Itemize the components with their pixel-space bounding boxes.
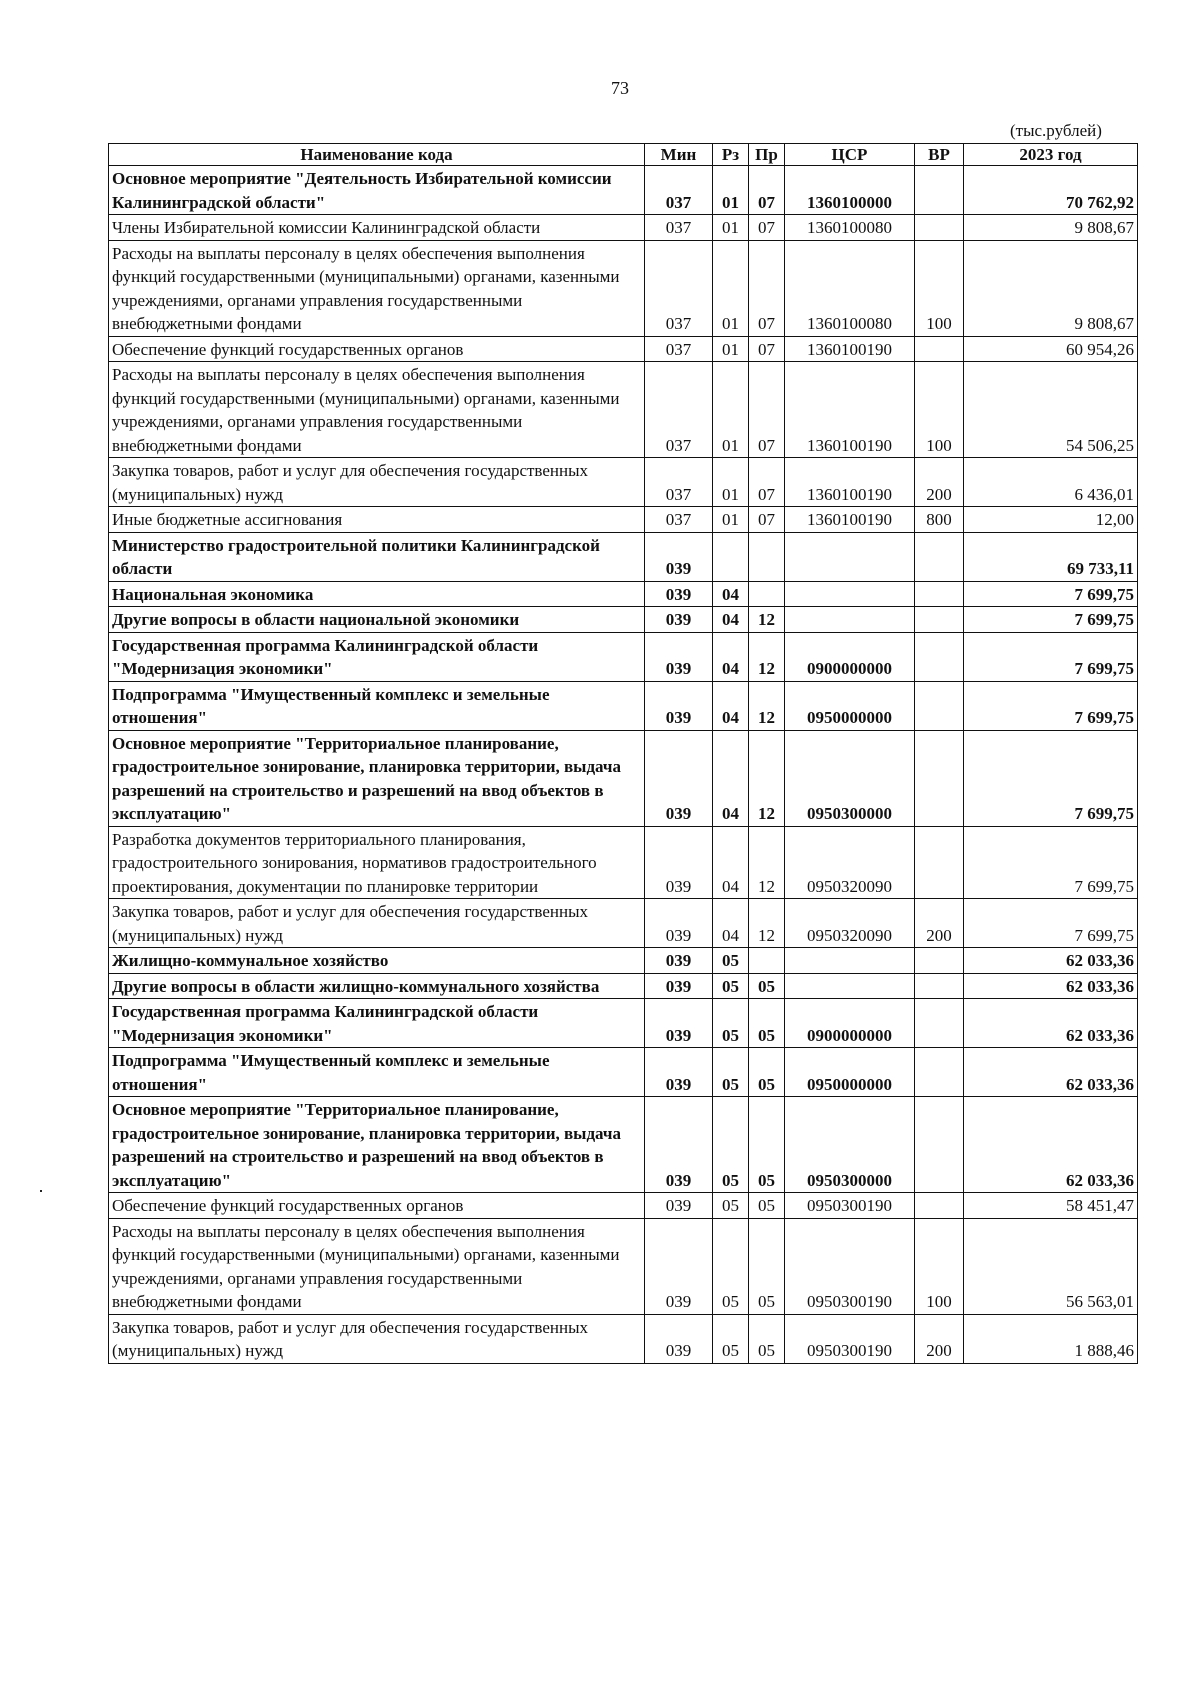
cell-pr: 05	[749, 1048, 785, 1097]
cell-rz: 01	[713, 336, 749, 362]
cell-pr: 12	[749, 730, 785, 826]
cell-pr: 05	[749, 1193, 785, 1219]
cell-amount: 6 436,01	[964, 458, 1138, 507]
cell-rz: 05	[713, 1193, 749, 1219]
cell-amount: 54 506,25	[964, 362, 1138, 458]
units-label: (тыс.рублей)	[1010, 121, 1102, 140]
table-row	[109, 607, 1138, 633]
cell-amount: 60 954,26	[964, 336, 1138, 362]
table-row	[109, 973, 1138, 999]
budget-table	[108, 143, 1138, 1364]
cell-vr	[915, 532, 964, 581]
cell-vr	[915, 607, 964, 633]
cell-min: 039	[645, 607, 713, 633]
cell-min: 039	[645, 1314, 713, 1363]
cell-csr: 0950300190	[785, 1314, 915, 1363]
cell-pr: 05	[749, 1097, 785, 1193]
table-row	[109, 336, 1138, 362]
cell-pr: 07	[749, 240, 785, 336]
cell-amount: 12,00	[964, 507, 1138, 533]
table-row	[109, 1314, 1138, 1363]
cell-csr: 1360100190	[785, 458, 915, 507]
cell-rz: 04	[713, 632, 749, 681]
table-row	[109, 581, 1138, 607]
cell-vr	[915, 1097, 964, 1193]
table-row	[109, 362, 1138, 458]
cell-vr: 100	[915, 362, 964, 458]
cell-rz: 05	[713, 1218, 749, 1314]
cell-amount: 62 033,36	[964, 999, 1138, 1048]
cell-name: Закупка товаров, работ и услуг для обеспечения государственных (муниципальных) нужд	[109, 458, 645, 507]
cell-amount: 7 699,75	[964, 681, 1138, 730]
cell-min: 039	[645, 632, 713, 681]
cell-vr	[915, 681, 964, 730]
cell-rz: 01	[713, 507, 749, 533]
cell-min: 039	[645, 899, 713, 948]
page-number: 73	[611, 78, 629, 98]
cell-csr: 0950300190	[785, 1193, 915, 1219]
cell-name: Подпрограмма "Имущественный комплекс и земельные отношения"	[109, 681, 645, 730]
table-row	[109, 532, 1138, 581]
header-year: 2023 год	[964, 144, 1138, 166]
cell-name: Разработка документов территориального планирования, градостроительного зонирования, нормативов градостроительного проектирования, документации по планировке территории	[109, 826, 645, 899]
cell-csr: 0900000000	[785, 632, 915, 681]
cell-pr: 07	[749, 336, 785, 362]
header-vr: ВР	[915, 144, 964, 166]
cell-rz: 05	[713, 1048, 749, 1097]
cell-rz: 04	[713, 607, 749, 633]
cell-name: Основное мероприятие "Деятельность Избирательной комиссии Калининградской области"	[109, 166, 645, 215]
cell-rz: 01	[713, 215, 749, 241]
cell-csr: 1360100000	[785, 166, 915, 215]
cell-min: 037	[645, 336, 713, 362]
cell-amount: 7 699,75	[964, 730, 1138, 826]
cell-vr	[915, 215, 964, 241]
cell-csr: 0950000000	[785, 681, 915, 730]
table-row	[109, 240, 1138, 336]
cell-min: 039	[645, 999, 713, 1048]
header-min: Мин	[645, 144, 713, 166]
cell-pr: 07	[749, 362, 785, 458]
cell-rz: 01	[713, 240, 749, 336]
cell-amount: 7 699,75	[964, 607, 1138, 633]
cell-pr: 05	[749, 1314, 785, 1363]
cell-name: Члены Избирательной комиссии Калининградской области	[109, 215, 645, 241]
cell-name: Расходы на выплаты персоналу в целях обеспечения выполнения функций государственными (муниципальными) органами, казенными учреждениями, органами управления государственными внебюджетными фондами	[109, 240, 645, 336]
cell-csr: 0950000000	[785, 1048, 915, 1097]
cell-amount: 62 033,36	[964, 1048, 1138, 1097]
header-rz: Рз	[713, 144, 749, 166]
table-row	[109, 826, 1138, 899]
cell-name: Жилищно-коммунальное хозяйство	[109, 948, 645, 974]
cell-name: Обеспечение функций государственных органов	[109, 1193, 645, 1219]
cell-rz: 01	[713, 362, 749, 458]
table-row	[109, 458, 1138, 507]
cell-amount: 62 033,36	[964, 973, 1138, 999]
cell-pr: 12	[749, 681, 785, 730]
cell-csr: 0950300000	[785, 1097, 915, 1193]
header-pr: Пр	[749, 144, 785, 166]
cell-min: 039	[645, 581, 713, 607]
cell-amount: 69 733,11	[964, 532, 1138, 581]
cell-name: Расходы на выплаты персоналу в целях обеспечения выполнения функций государственными (муниципальными) органами, казенными учреждениями, органами управления государственными внебюджетными фондами	[109, 1218, 645, 1314]
cell-name: Иные бюджетные ассигнования	[109, 507, 645, 533]
cell-rz: 01	[713, 166, 749, 215]
cell-amount: 9 808,67	[964, 215, 1138, 241]
cell-rz: 04	[713, 899, 749, 948]
cell-csr: 0950320090	[785, 899, 915, 948]
header-csr: ЦСР	[785, 144, 915, 166]
cell-rz: 04	[713, 826, 749, 899]
cell-csr	[785, 532, 915, 581]
cell-pr: 07	[749, 507, 785, 533]
cell-vr	[915, 581, 964, 607]
cell-csr: 1360100080	[785, 215, 915, 241]
cell-csr	[785, 948, 915, 974]
cell-pr: 12	[749, 607, 785, 633]
cell-vr	[915, 1193, 964, 1219]
cell-csr: 1360100190	[785, 336, 915, 362]
cell-min: 037	[645, 240, 713, 336]
cell-pr: 05	[749, 1218, 785, 1314]
cell-pr: 12	[749, 632, 785, 681]
cell-csr	[785, 607, 915, 633]
cell-pr	[749, 948, 785, 974]
cell-pr: 12	[749, 826, 785, 899]
cell-csr: 0900000000	[785, 999, 915, 1048]
cell-name: Государственная программа Калининградской области "Модернизация экономики"	[109, 632, 645, 681]
table-row	[109, 681, 1138, 730]
cell-rz: 04	[713, 681, 749, 730]
cell-csr	[785, 973, 915, 999]
cell-vr	[915, 730, 964, 826]
cell-vr	[915, 166, 964, 215]
cell-min: 037	[645, 458, 713, 507]
cell-pr: 05	[749, 973, 785, 999]
cell-amount: 7 699,75	[964, 581, 1138, 607]
cell-name: Государственная программа Калининградской области "Модернизация экономики"	[109, 999, 645, 1048]
cell-pr: 07	[749, 458, 785, 507]
cell-csr: 0950300190	[785, 1218, 915, 1314]
cell-min: 039	[645, 681, 713, 730]
scan-speck	[40, 1190, 42, 1192]
cell-min: 039	[645, 1218, 713, 1314]
cell-name: Основное мероприятие "Территориальное планирование, градостроительное зонирование, планировка территории, выдача разрешений на строительство и разрешений на ввод объектов в эксплуатацию"	[109, 730, 645, 826]
table-row	[109, 632, 1138, 681]
cell-name: Министерство градостроительной политики Калининградской области	[109, 532, 645, 581]
table-row	[109, 948, 1138, 974]
cell-vr: 200	[915, 458, 964, 507]
cell-amount: 62 033,36	[964, 948, 1138, 974]
table-row	[109, 166, 1138, 215]
cell-name: Закупка товаров, работ и услуг для обеспечения государственных (муниципальных) нужд	[109, 899, 645, 948]
cell-rz	[713, 532, 749, 581]
cell-min: 039	[645, 826, 713, 899]
cell-rz: 04	[713, 730, 749, 826]
cell-vr	[915, 1048, 964, 1097]
header-row	[109, 144, 1138, 166]
cell-name: Обеспечение функций государственных органов	[109, 336, 645, 362]
cell-rz: 05	[713, 1314, 749, 1363]
cell-vr	[915, 973, 964, 999]
table-row	[109, 215, 1138, 241]
table-row	[109, 899, 1138, 948]
cell-amount: 9 808,67	[964, 240, 1138, 336]
cell-min: 039	[645, 532, 713, 581]
table-row	[109, 1218, 1138, 1314]
cell-min: 039	[645, 973, 713, 999]
cell-pr: 07	[749, 166, 785, 215]
cell-pr	[749, 532, 785, 581]
cell-name: Основное мероприятие "Территориальное планирование, градостроительное зонирование, планировка территории, выдача разрешений на строительство и разрешений на ввод объектов в эксплуатацию"	[109, 1097, 645, 1193]
cell-vr: 200	[915, 899, 964, 948]
cell-csr: 0950320090	[785, 826, 915, 899]
cell-name: Другие вопросы в области национальной экономики	[109, 607, 645, 633]
table-row	[109, 730, 1138, 826]
cell-min: 039	[645, 1193, 713, 1219]
cell-csr: 0950300000	[785, 730, 915, 826]
cell-rz: 05	[713, 948, 749, 974]
cell-min: 039	[645, 948, 713, 974]
cell-pr: 05	[749, 999, 785, 1048]
cell-vr: 200	[915, 1314, 964, 1363]
cell-pr: 07	[749, 215, 785, 241]
cell-amount: 7 699,75	[964, 899, 1138, 948]
cell-min: 039	[645, 1048, 713, 1097]
cell-min: 037	[645, 362, 713, 458]
cell-vr	[915, 632, 964, 681]
cell-name: Расходы на выплаты персоналу в целях обеспечения выполнения функций государственными (муниципальными) органами, казенными учреждениями, органами управления государственными внебюджетными фондами	[109, 362, 645, 458]
cell-vr	[915, 336, 964, 362]
cell-name: Подпрограмма "Имущественный комплекс и земельные отношения"	[109, 1048, 645, 1097]
cell-amount: 58 451,47	[964, 1193, 1138, 1219]
cell-csr: 1360100190	[785, 362, 915, 458]
cell-vr	[915, 948, 964, 974]
cell-rz: 01	[713, 458, 749, 507]
cell-amount: 7 699,75	[964, 826, 1138, 899]
table-row	[109, 1193, 1138, 1219]
cell-name: Закупка товаров, работ и услуг для обеспечения государственных (муниципальных) нужд	[109, 1314, 645, 1363]
table-row	[109, 1097, 1138, 1193]
cell-csr: 1360100190	[785, 507, 915, 533]
cell-rz: 05	[713, 973, 749, 999]
cell-amount: 7 699,75	[964, 632, 1138, 681]
cell-rz: 05	[713, 999, 749, 1048]
cell-rz: 04	[713, 581, 749, 607]
cell-amount: 1 888,46	[964, 1314, 1138, 1363]
table-row	[109, 1048, 1138, 1097]
cell-name: Другие вопросы в области жилищно-коммунального хозяйства	[109, 973, 645, 999]
table-row	[109, 999, 1138, 1048]
header-name: Наименование кода	[109, 144, 645, 166]
cell-min: 037	[645, 215, 713, 241]
cell-csr: 1360100080	[785, 240, 915, 336]
cell-vr: 100	[915, 240, 964, 336]
cell-min: 039	[645, 730, 713, 826]
cell-vr	[915, 999, 964, 1048]
cell-amount: 56 563,01	[964, 1218, 1138, 1314]
cell-rz: 05	[713, 1097, 749, 1193]
cell-min: 039	[645, 1097, 713, 1193]
cell-min: 037	[645, 166, 713, 215]
cell-pr: 12	[749, 899, 785, 948]
table-row	[109, 507, 1138, 533]
cell-min: 037	[645, 507, 713, 533]
cell-pr	[749, 581, 785, 607]
cell-amount: 62 033,36	[964, 1097, 1138, 1193]
cell-amount: 70 762,92	[964, 166, 1138, 215]
cell-name: Национальная экономика	[109, 581, 645, 607]
cell-csr	[785, 581, 915, 607]
cell-vr	[915, 826, 964, 899]
cell-vr: 800	[915, 507, 964, 533]
cell-vr: 100	[915, 1218, 964, 1314]
